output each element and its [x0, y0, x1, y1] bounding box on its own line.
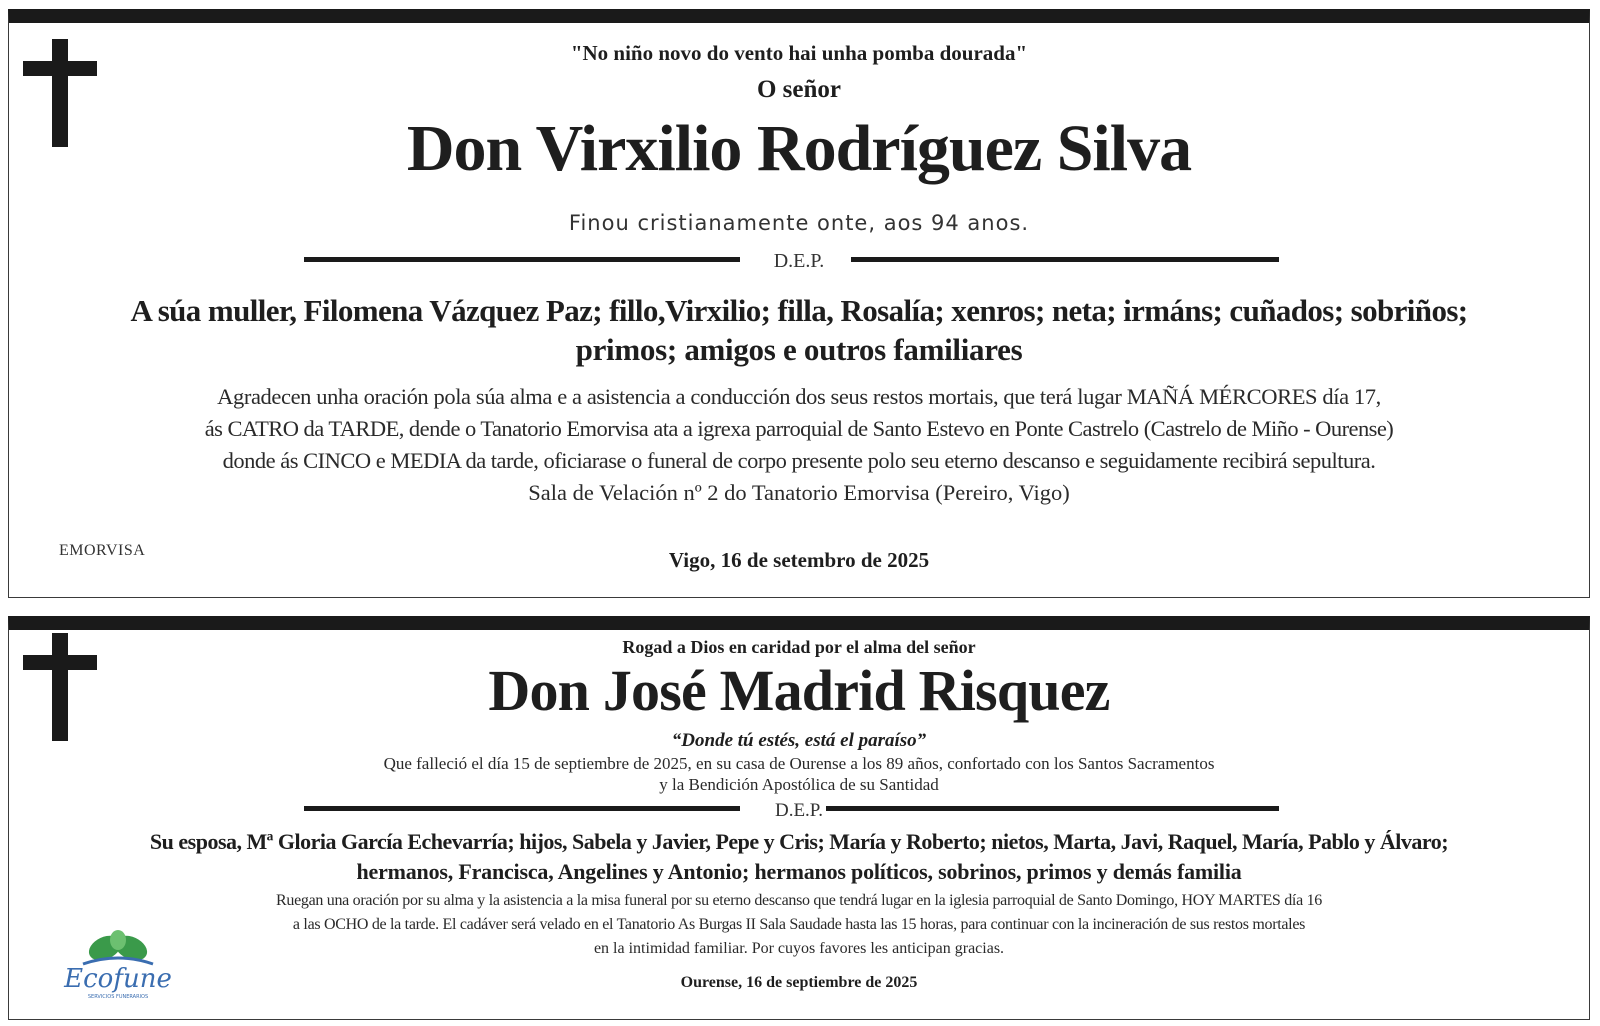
family-line: hermanos, Francisca, Angelines y Antonio; hermanos políticos, sobrinos, primos y demás familia — [356, 859, 1242, 884]
death-line: Finou cristianamente onte, aos 94 anos. — [568, 211, 1030, 235]
body-line: Agradecen unha oración pola súa alma e a asistencia a conducción dos seus restos mortais, que terá lugar MAÑÁ MÉRCORES día 17, — [217, 384, 1381, 409]
obituary-notice-virxilio — [8, 9, 1590, 598]
deceased-name: Don Virxilio Rodríguez Silva — [406, 112, 1192, 185]
divider-right — [826, 806, 1279, 811]
dep-label: D.E.P. — [773, 250, 825, 272]
death-line: y la Bendición Apostólica de su Santidad — [659, 775, 939, 794]
death-line: Que falleció el día 15 de septiembre de 2025, en su casa de Ourense a los 89 años, confortado con los Santos Sacramentos — [383, 754, 1215, 773]
epigraph: "No niño novo do vento hai unha pomba dourada" — [570, 41, 1028, 65]
body-line: a las OCHO de la tarde. El cadáver será velado en el Tanatorio As Burgas II Sala Saudade hasta las 15 horas, para continuar con la incineración de sus restos mortales — [292, 916, 1306, 933]
dep-label: D.E.P. — [774, 800, 824, 821]
place-date: Ourense, 16 de septiembre de 2025 — [680, 974, 918, 991]
body-line: en la intimidad familiar. Por cuyos favores les anticipan gracias. — [593, 940, 1005, 957]
heading: Rogad a Dios en caridad por el alma del señor — [622, 637, 976, 657]
family-line: A súa muller, Filomena Vázquez Paz; fillo,Virxilio; filla, Rosalía; xenros; neta; irmáns; cuñados; sobriños; — [130, 293, 1468, 328]
logo-subtext: SERVICIOS FUNERARIOS — [87, 994, 149, 1000]
honorific: O señor — [756, 76, 842, 103]
body-line: Sala de Velación nº 2 do Tanatorio Emorvisa (Pereiro, Vigo) — [528, 480, 1070, 505]
obituary-notice-jose — [8, 616, 1590, 1020]
place-date: Vigo, 16 de setembro de 2025 — [668, 548, 930, 572]
body-line: ás CATRO da TARDE, dende o Tanatorio Emorvisa ata a igrexa parroquial de Santo Estevo en Ponte Castrelo (Castrelo de Miño - Ourense) — [204, 416, 1394, 441]
family-line: primos; amigos e outros familiares — [575, 332, 1023, 367]
body-line: donde ás CINCO e MEDIA da tarde, oficiarase o funeral de corpo presente polo seu eterno descanso e seguidamente recibirá sepultura. — [222, 448, 1376, 473]
divider-right — [851, 257, 1279, 262]
funeral-home-label: EMORVISA — [59, 542, 146, 559]
body-line: Ruegan una oración por su alma y la asistencia a la misa funeral por su eterno descanso que tendrá lugar en la iglesia parroquial de Santo Domingo, HOY MARTES día 16 — [276, 892, 1322, 909]
family-line: Su esposa, Mª Gloria García Echevarría; hijos, Sabela y Javier, Pepe y Cris; María y Roberto; nietos, Marta, Javi, Raquel, María, Pablo y Álvaro; — [149, 829, 1449, 854]
quote: “Donde tú estés, está el paraíso” — [671, 730, 927, 751]
logo-wordmark: Ecofune — [64, 964, 172, 994]
deceased-name: Don José Madrid Risquez — [488, 658, 1110, 723]
